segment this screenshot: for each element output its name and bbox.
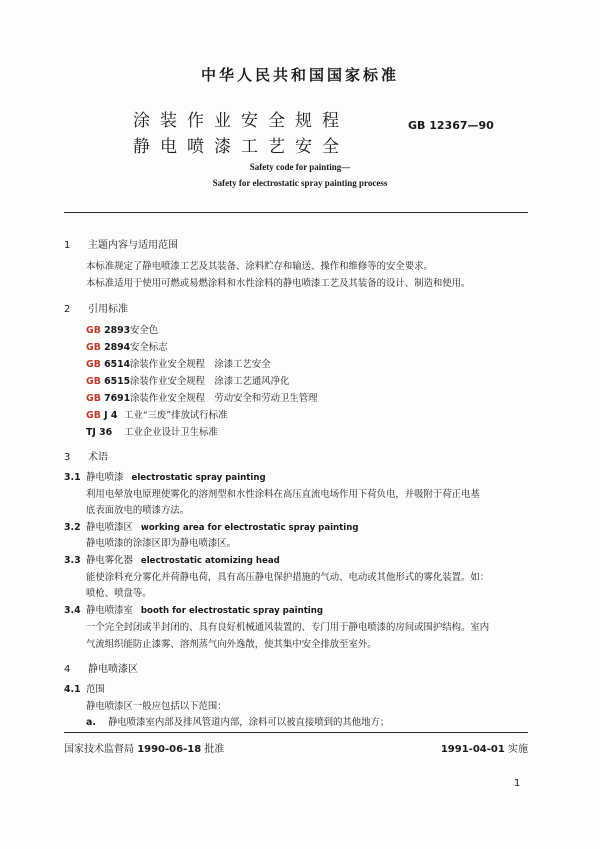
english-title-line2: Safety for electrostatic spray painting process: [212, 178, 388, 188]
section-title: 静电喷漆区: [88, 664, 138, 675]
term-3-1-definition-line1: 利用电晕放电原理使雾化的溶剂型和水性涂料在高压直流电场作用下荷负电，并吸附于荷正电基: [86, 489, 480, 500]
section-title: 引用标准: [88, 304, 128, 315]
term-english: working area for electrostatic spray painting: [140, 523, 359, 533]
effective-suffix: 实施: [508, 744, 528, 755]
document-title-line2: 静电喷漆工艺安全: [133, 137, 349, 157]
reference-item: [86, 424, 218, 438]
reference-number: 6514: [104, 359, 131, 370]
effective-line: [441, 740, 528, 755]
reference-item: [86, 407, 227, 421]
term-3-4-heading: [64, 602, 323, 616]
clause-4-1-intro: 静电喷漆区一般应包括以下范围：: [86, 701, 227, 712]
clause-number: 4.1: [64, 684, 81, 695]
section-number: 4: [64, 664, 71, 675]
reference-title: 涂装作业安全规程 涂漆工艺通风净化: [130, 376, 290, 387]
reference-number: J 4: [104, 410, 118, 421]
term-3-4-definition-line1: 一个完全封闭或半封闭的、具有良好机械通风装置的、专门用于静电喷漆的房间或围护结构。室内: [86, 622, 490, 633]
term-english: electrostatic atomizing head: [140, 556, 280, 566]
reference-prefix: TJ: [86, 427, 96, 438]
reference-number: 2894: [104, 342, 131, 353]
clause-title: 范围: [86, 684, 105, 695]
reference-number: 6515: [104, 376, 131, 387]
term-number: 3.1: [64, 472, 81, 483]
section-3-heading: [64, 448, 108, 463]
reference-number: 2893: [104, 325, 131, 336]
reference-item: [86, 356, 271, 370]
section-number: 2: [64, 304, 71, 315]
clause-4-1-heading: [64, 681, 105, 695]
national-standard-heading: 中华人民共和国国家标准: [200, 66, 399, 84]
term-3-3-definition-line1: 能使涂料充分雾化并荷静电荷，具有高压静电保护措施的气动、电动或其他形式的雾化装置。如：: [86, 572, 490, 583]
reference-title: 工业企业设计卫生标准: [124, 427, 218, 438]
section-4-heading: [64, 660, 138, 675]
section-title: 主题内容与适用范围: [88, 240, 178, 251]
term-chinese: 静电雾化器: [86, 555, 133, 566]
document-title-line1: 涂装作业安全规程: [133, 111, 349, 131]
reference-title: 安全色: [130, 325, 159, 336]
section-2-heading: [64, 300, 128, 315]
reference-title: 安全标志: [130, 342, 168, 353]
term-3-3-heading: [64, 552, 280, 566]
approval-authority: 国家技术监督局: [64, 744, 134, 755]
page-number: 1: [514, 778, 521, 789]
term-3-2-definition-line1: 静电喷漆的涂漆区即为静电喷漆区。: [86, 538, 237, 549]
term-chinese: 静电喷漆区: [86, 522, 133, 533]
section-number: 3: [64, 452, 71, 463]
term-3-4-definition-line2: 气流组织能防止漆雾、溶剂蒸气向外逸散，使其集中安全排放至室外。: [86, 639, 377, 650]
header-divider: [64, 212, 528, 213]
term-english: booth for electrostatic spray painting: [140, 606, 324, 616]
approval-date: 1990-06-18: [137, 744, 202, 755]
effective-date: 1991-04-01: [440, 744, 505, 755]
standard-number: GB 12367—90: [408, 119, 494, 132]
reference-prefix: GB: [86, 393, 101, 404]
reference-title: 涂装作业安全规程 劳动安全和劳动卫生管理: [130, 393, 318, 404]
term-3-1-heading: [64, 469, 266, 483]
section-number: 1: [64, 240, 71, 251]
term-number: 3.3: [64, 555, 81, 566]
reference-prefix: GB: [86, 376, 101, 387]
footer-divider: [64, 732, 528, 733]
reference-item: [86, 339, 168, 353]
reference-title: 工业“三废”排放试行标准: [124, 410, 228, 421]
term-number: 3.4: [64, 605, 81, 616]
approval-suffix: 批准: [204, 744, 225, 755]
list-item-label: a.: [86, 717, 96, 728]
reference-item: [86, 373, 289, 387]
reference-number: 36: [99, 427, 113, 438]
approval-line: [64, 740, 224, 755]
section-1-paragraph-2: 本标准适用于使用可燃或易燃涂料和水性涂料的静电喷漆工艺及其装备的设计、制造和使用。: [86, 278, 471, 289]
reference-prefix: GB: [86, 342, 101, 353]
english-title-line1: Safety code for painting—: [249, 162, 351, 172]
term-english: electrostatic spray painting: [131, 473, 266, 483]
clause-4-1-item-a: [86, 714, 389, 728]
section-1-heading: [64, 236, 178, 251]
reference-item: [86, 322, 158, 336]
term-3-3-definition-line2: 喷枪、喷盘等。: [86, 588, 152, 599]
reference-title: 涂装作业安全规程 涂漆工艺安全: [130, 359, 271, 370]
term-chinese: 静电喷漆室: [86, 605, 133, 616]
term-chinese: 静电喷漆: [86, 472, 124, 483]
reference-prefix: GB: [86, 325, 101, 336]
term-number: 3.2: [64, 522, 81, 533]
section-1-paragraph-1: 本标准规定了静电喷漆工艺及其装备、涂料贮存和输送、操作和维修等的安全要求。: [86, 261, 433, 272]
reference-number: 7691: [104, 393, 131, 404]
term-3-1-definition-line2: 底表面放电的喷漆方法。: [86, 505, 190, 516]
reference-prefix: GB: [86, 410, 101, 421]
reference-item: [86, 390, 318, 404]
term-3-2-heading: [64, 519, 359, 533]
section-title: 术语: [88, 452, 108, 463]
list-item-text: 静电喷漆室内部及排风管道内部，涂料可以被直接喷到的其他地方；: [108, 717, 390, 728]
reference-prefix: GB: [86, 359, 101, 370]
